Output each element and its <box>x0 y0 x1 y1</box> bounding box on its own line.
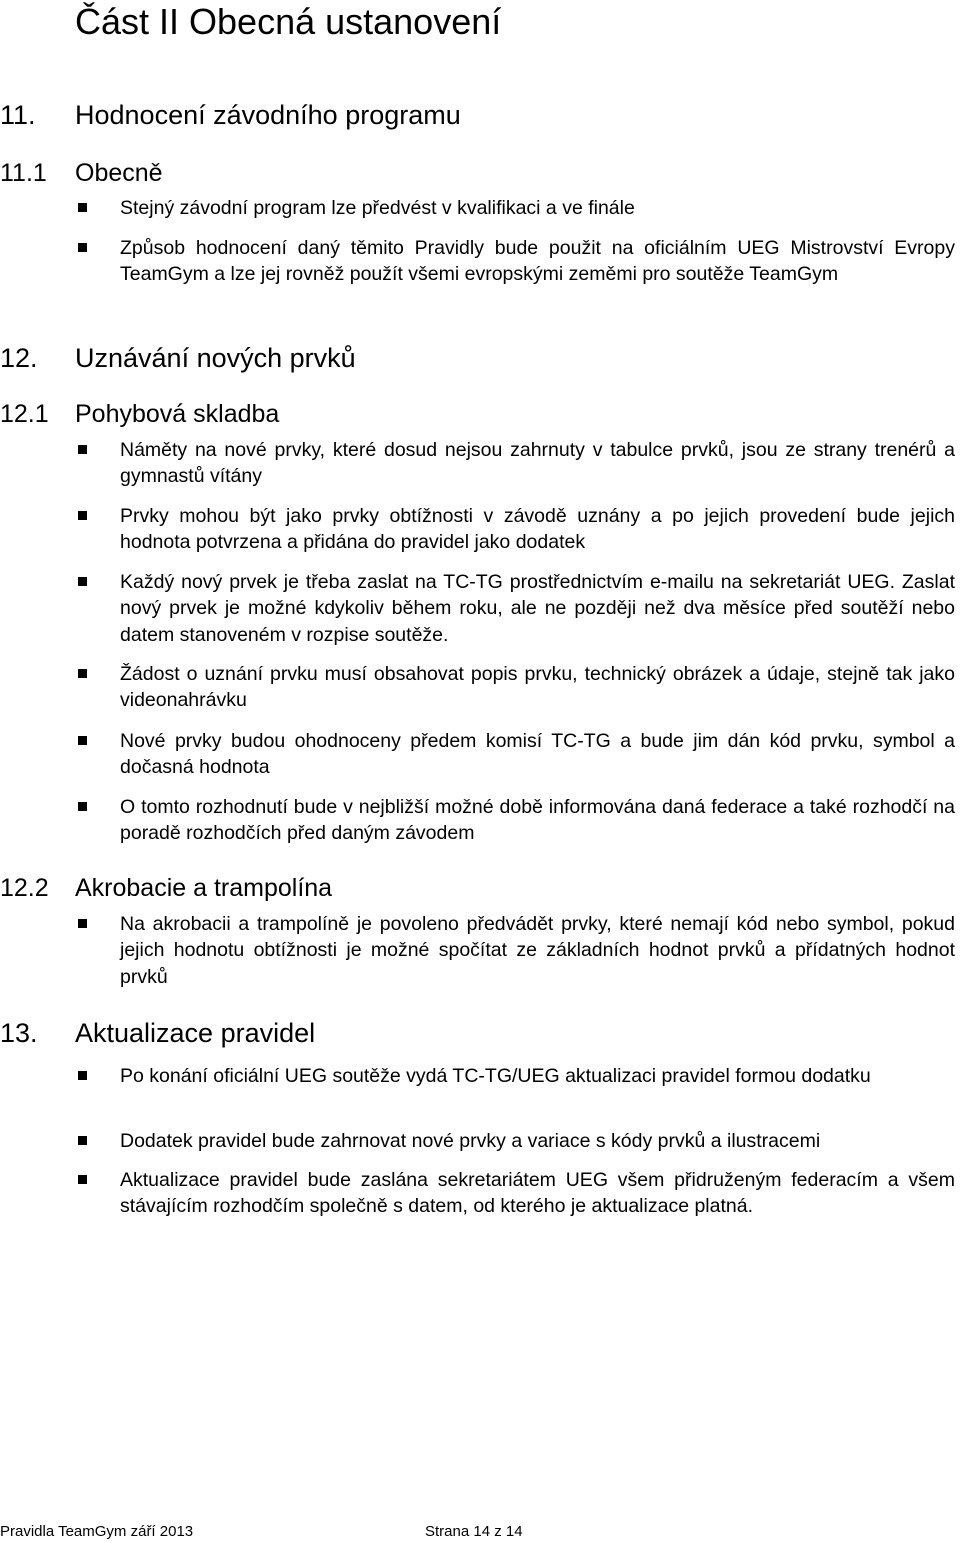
square-bullet-icon <box>78 802 87 811</box>
square-bullet-icon <box>78 577 87 586</box>
footer-page-number: Strana 14 z 14 <box>425 1523 523 1540</box>
list-item: Stejný závodní program lze předvést v kvalifikaci a ve finále <box>75 195 955 221</box>
section-12-1-bullets <box>75 437 955 490</box>
section-13-heading <box>0 1017 315 1049</box>
list-item: Každý nový prvek je třeba zaslat na TC-TG prostřednictvím e-mailu na sekretariát UEG. Zaslat nový prvek je možné kdykoliv během roku, ale ne později než dva měsíce před soutěží nebo datem stanoveném v rozpise soutěže. <box>75 569 955 648</box>
list-item: O tomto rozhodnutí bude v nejbližší možné době informována daná federace a také rozhodčí na poradě rozhodčích před daným závodem <box>75 794 955 847</box>
list-item: Na akrobacii a trampolíně je povoleno předvádět prvky, které nemají kód nebo symbol, pokud jejich hodnotu obtížnosti je možné spočítat ze základních hodnot prvků a přídatných hodnot prvků <box>75 911 955 990</box>
section-12-2-heading <box>0 873 332 903</box>
subsection-title: Obecně <box>75 159 163 187</box>
list-item: Žádost o uznání prvku musí obsahovat popis prvku, technický obrázek a údaje, stejně tak jako videonahrávku <box>75 661 955 714</box>
section-11-heading <box>0 99 461 131</box>
footer-left-text: Pravidla TeamGym září 2013 <box>0 1523 194 1540</box>
section-12-1-bullets <box>75 569 955 648</box>
list-item: Po konání oficiální UEG soutěže vydá TC-TG/UEG aktualizaci pravidel formou dodatku <box>75 1063 955 1089</box>
section-12-1-bullets <box>75 728 955 781</box>
square-bullet-icon <box>78 1071 87 1080</box>
square-bullet-icon <box>78 919 87 928</box>
section-12-2-bullets <box>75 911 955 990</box>
part-title: Část II Obecná ustanovení <box>75 1 502 42</box>
section-number: 13. <box>0 1018 38 1048</box>
square-bullet-icon <box>78 1136 87 1145</box>
section-13-bullets <box>75 1167 955 1220</box>
list-item: Prvky mohou být jako prvky obtížnosti v závodě uznány a po jejich provedení bude jejich hodnota potvrzena a přidána do pravidel jako dodatek <box>75 503 955 556</box>
square-bullet-icon <box>78 736 87 745</box>
section-number: 11. <box>0 100 36 130</box>
list-item: Aktualizace pravidel bude zaslána sekretariátem UEG všem přidruženým federacím a všem stávajícím rozhodčím společně s datem, od kterého je aktualizace platná. <box>75 1167 955 1220</box>
square-bullet-icon <box>78 203 87 212</box>
section-12-heading <box>0 342 356 374</box>
square-bullet-icon <box>78 1175 87 1184</box>
section-13-bullets <box>75 1128 955 1154</box>
square-bullet-icon <box>78 669 87 678</box>
subsection-title: Akrobacie a trampolína <box>75 874 333 902</box>
subsection-number: 12.1 <box>0 400 49 428</box>
section-12-1-bullets <box>75 794 955 847</box>
square-bullet-icon <box>78 243 87 252</box>
section-11-1-bullets <box>75 195 955 221</box>
subsection-title: Pohybová skladba <box>75 400 280 428</box>
list-item: Nové prvky budou ohodnoceny předem komisí TC-TG a bude jim dán kód prvku, symbol a dočasná hodnota <box>75 728 955 781</box>
square-bullet-icon <box>78 511 87 520</box>
section-number: 12. <box>0 343 38 373</box>
square-bullet-icon <box>78 445 87 454</box>
section-title: Hodnocení závodního programu <box>75 100 461 130</box>
section-12-1-bullets <box>75 503 955 556</box>
subsection-number: 12.2 <box>0 874 49 902</box>
section-11-1-heading <box>0 158 163 188</box>
list-item: Způsob hodnocení daný těmito Pravidly bude použit na oficiálním UEG Mistrovství Evropy TeamGym a lze jej rovněž použít všemi evropskými zeměmi pro soutěže TeamGym <box>75 235 955 288</box>
section-11-1-bullets <box>75 235 955 288</box>
list-item: Dodatek pravidel bude zahrnovat nové prvky a variace s kódy prvků a ilustracemi <box>75 1128 955 1154</box>
section-title: Uznávání nových prvků <box>75 343 356 373</box>
section-12-1-heading <box>0 399 279 429</box>
section-12-1-bullets <box>75 661 955 714</box>
section-13-bullets <box>75 1063 955 1089</box>
subsection-number: 11.1 <box>0 159 47 187</box>
list-item: Náměty na nové prvky, které dosud nejsou zahrnuty v tabulce prvků, jsou ze strany trenérů a gymnastů vítány <box>75 437 955 490</box>
section-title: Aktualizace pravidel <box>75 1018 316 1048</box>
